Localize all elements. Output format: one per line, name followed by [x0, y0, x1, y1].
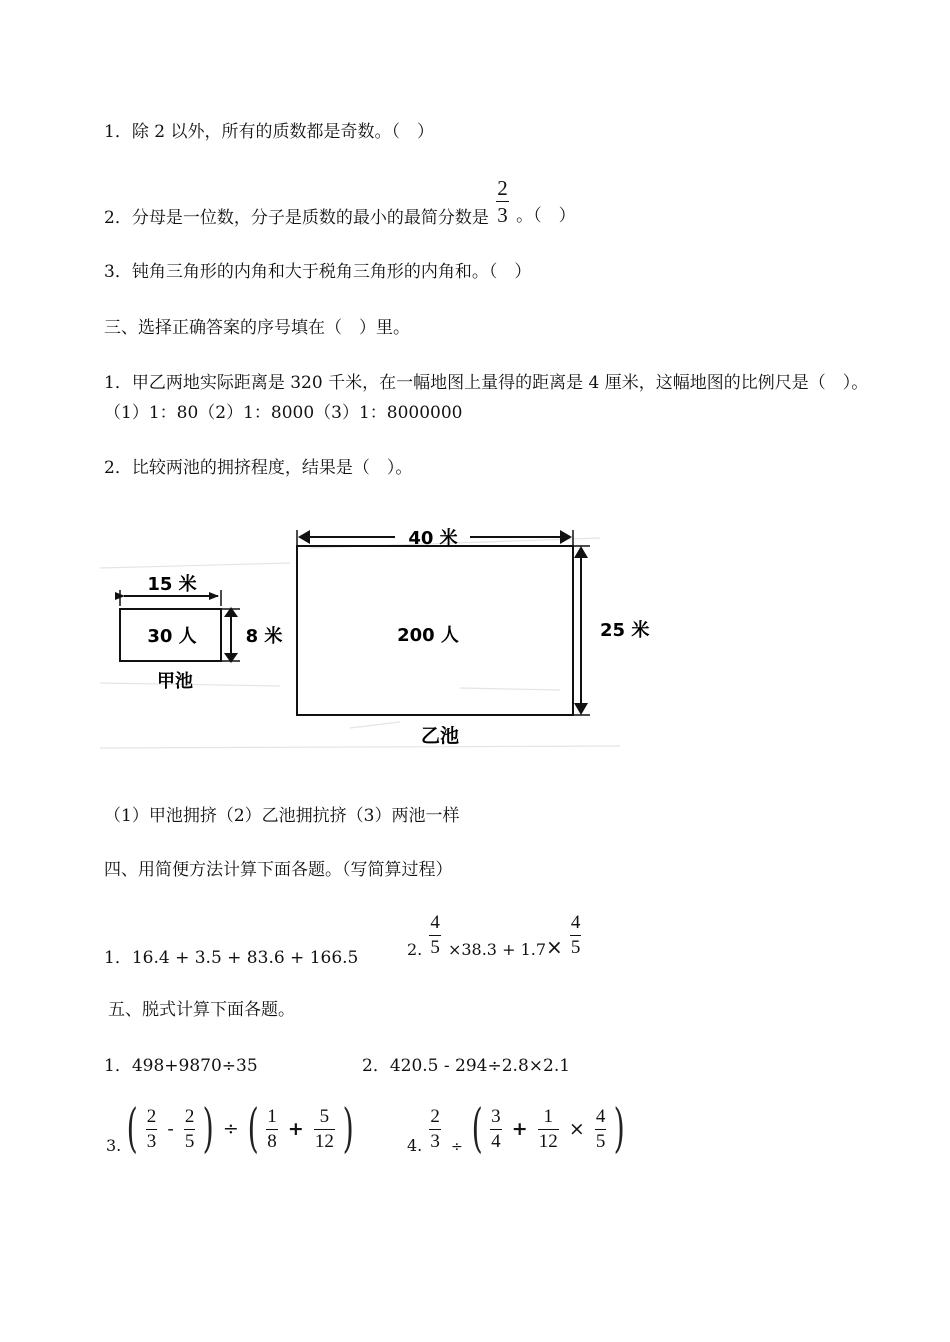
judge-item-2-text: 2．分母是一位数，分子是质数的最小的最简分数是 — [104, 208, 489, 229]
p3-frac-b: $\frac{2}{5}$ — [184, 1105, 195, 1152]
section5-p3-label: 3. — [106, 1136, 122, 1155]
section3-q1: 1．甲乙两地实际距离是 320 千米，在一幅地图上量得的距离是 4 厘米，这幅地图的比例尺是（ ）。 — [104, 373, 869, 393]
p4-frac-b: $\frac{3}{4}$ — [491, 1105, 501, 1152]
section5-p4: 4. $\frac{2}{3}$ ÷ ( $\frac{3}{4}$ + $\frac{1}{12}$ × $\frac{4}{5}$ ) — [407, 1099, 626, 1159]
section3-title: 三、选择正确答案的序号填在（ ）里。 — [104, 318, 410, 338]
p3-frac-c: $\frac{1}{8}$ — [267, 1105, 277, 1152]
p3-frac-a: $\frac{2}{3}$ — [146, 1105, 157, 1152]
section4-p2 — [407, 912, 583, 959]
section5-p1: 1．498+9870÷35 — [104, 1056, 258, 1076]
pool-diagram — [100, 508, 650, 753]
fraction-two-thirds: $\frac{2}{3}$ — [497, 176, 508, 228]
pool-b-height-label: 25 米 — [600, 620, 650, 641]
section4-p2-label: 2. — [407, 939, 423, 959]
judge-item-2-paren: 。（ ） — [516, 206, 576, 227]
judge-item-2 — [104, 176, 576, 227]
section3-q2-options: （1）甲池拥挤（2）乙池拥抗挤（3）两池一样 — [104, 806, 460, 826]
section4-p2-middle: ×38.3 + 1.7 — [447, 939, 547, 959]
section4-p1: 1．16.4 + 3.5 + 83.6 + 166.5 — [104, 948, 359, 968]
p3-frac-d: $\frac{5}{12}$ — [314, 1105, 334, 1152]
fraction-four-fifths-1: $\frac{4}{5}$ — [430, 912, 440, 958]
section5-p3: 3. ( $\frac{2}{3}$ - $\frac{2}{5}$ ) ÷ ( $\frac{1}{8}$ + $\frac{5}{12}$ ) — [106, 1099, 354, 1159]
section4-title: 四、用简便方法计算下面各题。（写简算过程） — [104, 860, 453, 880]
pool-a-name: 甲池 — [157, 671, 193, 692]
fraction-four-fifths-2: $\frac{4}{5}$ — [570, 912, 581, 958]
judge-item-3: 3．钝角三角形的内角和大于税角三角形的内角和。（ ） — [104, 262, 532, 282]
section3-q1-options: （1）1：80（2）1：8000（3）1：8000000 — [104, 403, 463, 423]
p4-frac-d: $\frac{4}{5}$ — [595, 1105, 606, 1152]
section5-title: 五、脱式计算下面各题。 — [108, 1000, 295, 1020]
times-sign: × — [546, 934, 563, 959]
pool-a-people: 30 人 — [147, 626, 197, 647]
pool-b-width-label: 40 米 — [408, 528, 458, 549]
pool-b-name: 乙池 — [420, 725, 460, 747]
p4-frac-c: $\frac{1}{12}$ — [538, 1105, 558, 1152]
section5-p4-label: 4. — [407, 1136, 423, 1155]
section5-p2: 2．420.5 - 294÷2.8×2.1 — [362, 1056, 571, 1076]
judge-item-1: 1．除 2 以外，所有的质数都是奇数。（ ） — [104, 122, 434, 142]
pool-a-width-label: 15 米 — [147, 574, 197, 595]
pool-a-height-label: 8 米 — [245, 626, 283, 647]
section3-q2: 2．比较两池的拥挤程度，结果是（ ）。 — [104, 458, 413, 478]
p4-frac-a: $\frac{2}{3}$ — [430, 1105, 440, 1152]
pool-b-people: 200 人 — [397, 625, 459, 646]
